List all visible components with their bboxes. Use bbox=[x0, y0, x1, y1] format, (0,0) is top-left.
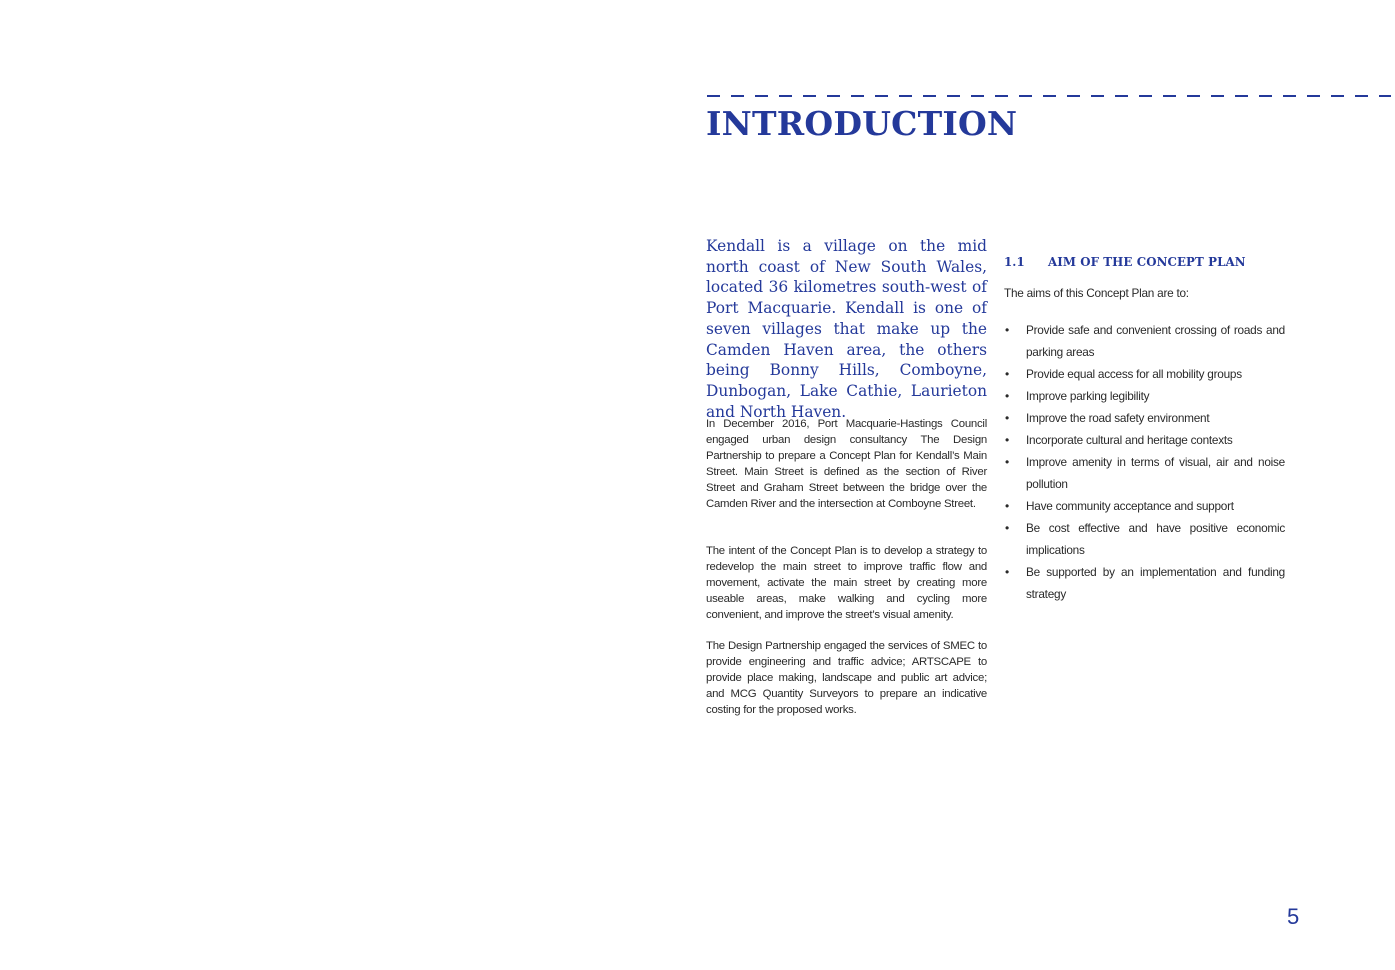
bullet-icon: • bbox=[1005, 323, 1009, 337]
list-item bbox=[1004, 429, 1285, 451]
lead-paragraph: Kendall is a village on the mid north coast of New South Wales, located 36 kilometres south-west of Port Macquarie. Kendall is one of seven villages that make up the Camden Haven area, the others being Bonny Hills, Comboyne, Dunbogan, Lake Cathie, Laurieton and North Haven. bbox=[706, 237, 987, 421]
page-title: INTRODUCTION bbox=[706, 104, 1018, 143]
list-item-text: Be supported by an implementation and funding strategy bbox=[1026, 565, 1285, 601]
section-title: AIM OF THE CONCEPT PLAN bbox=[1048, 255, 1246, 269]
list-item-text: Improve parking legibility bbox=[1026, 389, 1150, 403]
list-item bbox=[1004, 451, 1285, 495]
list-item bbox=[1004, 407, 1285, 429]
bullet-icon: • bbox=[1005, 433, 1009, 447]
aims-intro: The aims of this Concept Plan are to: bbox=[1004, 286, 1189, 300]
list-item-text: Be cost effective and have positive economic implications bbox=[1026, 521, 1285, 557]
list-item bbox=[1004, 363, 1285, 385]
bullet-icon: • bbox=[1005, 565, 1009, 579]
list-item-text: Improve the road safety environment bbox=[1026, 411, 1210, 425]
body-paragraph-2: The intent of the Concept Plan is to develop a strategy to redevelop the main street to improve traffic flow and movement, activate the main street by creating more useable areas, make walking and cycling more convenient, and improve the street’s visual amenity. bbox=[706, 545, 987, 621]
bullet-icon: • bbox=[1005, 389, 1009, 403]
list-item-text: Have community acceptance and support bbox=[1026, 499, 1234, 513]
section-heading bbox=[1004, 253, 1246, 271]
list-item bbox=[1004, 517, 1285, 561]
list-item-text: Incorporate cultural and heritage contexts bbox=[1026, 433, 1233, 447]
aims-list bbox=[1004, 319, 1285, 605]
body-paragraph-1: In December 2016, Port Macquarie-Hastings Council engaged urban design consultancy The Design Partnership to prepare a Concept Plan for Kendall’s Main Street. Main Street is defined as the section of River Street and Graham Street between the bridge over the Camden River and the intersection at Comboyne Street. bbox=[706, 418, 987, 510]
section-number: 1.1 bbox=[1004, 255, 1025, 269]
list-item bbox=[1004, 319, 1285, 363]
bullet-icon: • bbox=[1005, 499, 1009, 513]
bullet-icon: • bbox=[1005, 367, 1009, 381]
list-item-text: Improve amenity in terms of visual, air and noise pollution bbox=[1026, 455, 1285, 491]
list-item bbox=[1004, 385, 1285, 407]
bullet-icon: • bbox=[1005, 521, 1009, 535]
list-item-text: Provide equal access for all mobility groups bbox=[1026, 367, 1242, 381]
list-item bbox=[1004, 495, 1285, 517]
body-paragraph-3: The Design Partnership engaged the services of SMEC to provide engineering and traffic advice; ARTSCAPE to provide place making, landscape and public art advice; and MCG Quantity Surveyors to prepare an indicative costing for the proposed works. bbox=[706, 640, 987, 716]
bullet-icon: • bbox=[1005, 455, 1009, 469]
list-item bbox=[1004, 561, 1285, 605]
heading-dashed-rule bbox=[707, 95, 1391, 97]
bullet-icon: • bbox=[1005, 411, 1009, 425]
list-item-text: Provide safe and convenient crossing of roads and parking areas bbox=[1026, 323, 1285, 359]
page-number: 5 bbox=[1287, 904, 1300, 929]
